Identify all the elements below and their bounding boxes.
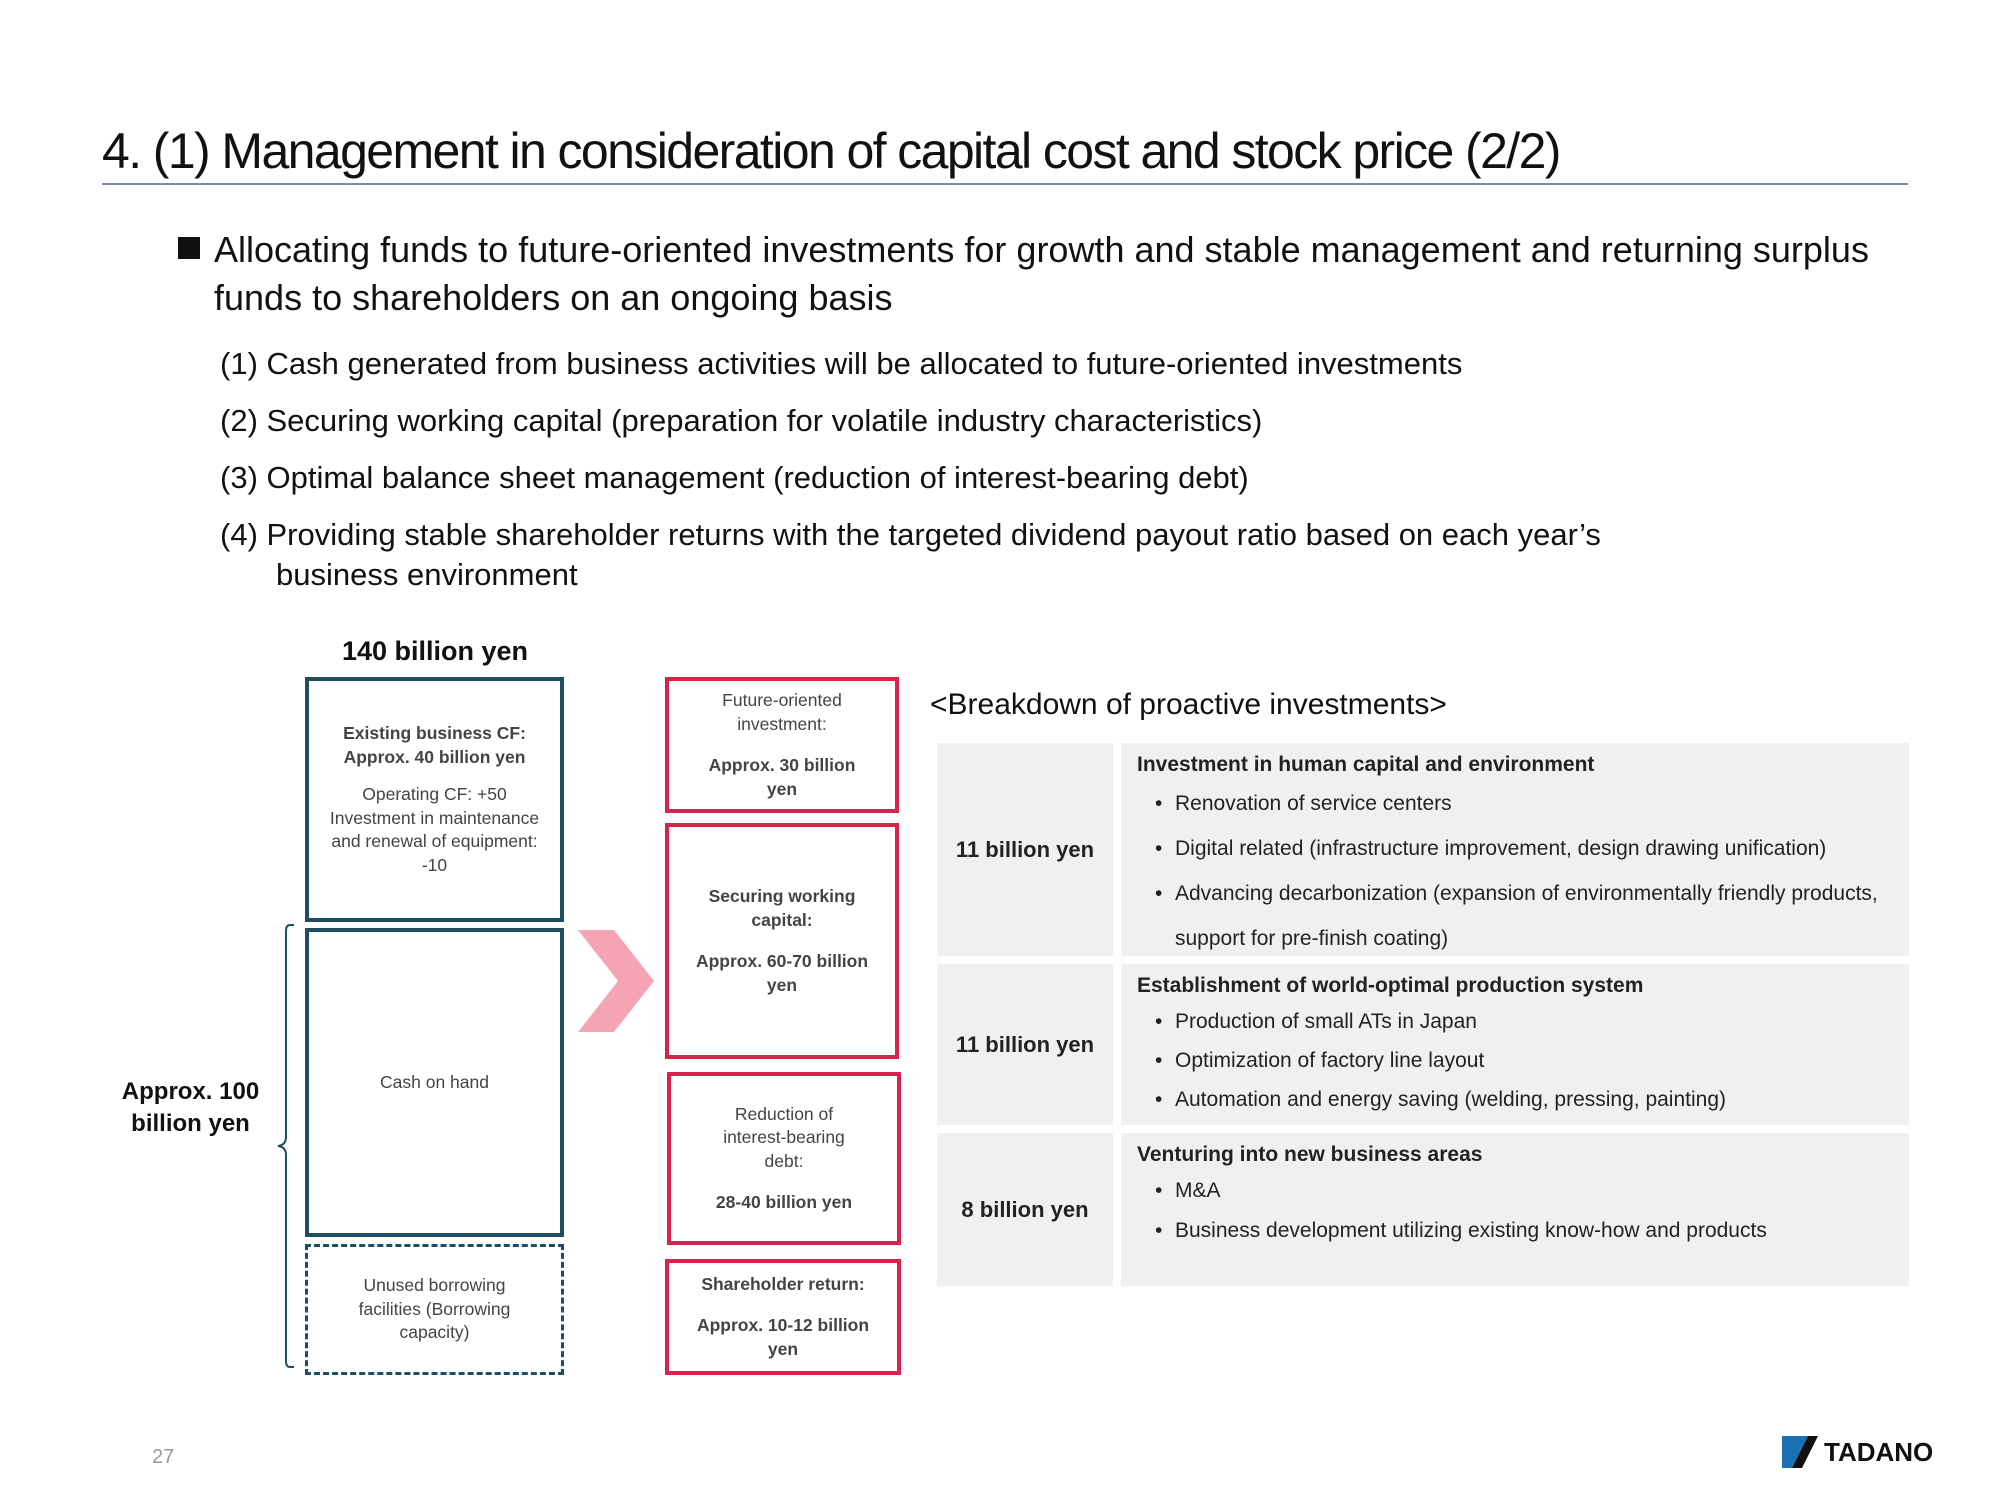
future-investment-amount: Approx. 30 billion yen [708,755,856,799]
list-item: • Business development utilizing existing know-how and products [1175,1211,1893,1251]
breakdown-heading-1: Investment in human capital and environment [1137,753,1595,776]
debt-reduction-box [667,1072,901,1245]
unused-borrowing-label: Unused borrowing facilities (Borrowing capacity) [358,1275,511,1343]
list-item: • Automation and energy saving (welding, pressing, painting) [1175,1080,1893,1119]
brace-bracket-icon [272,923,296,1369]
debt-reduction-amount: 28-40 billion yen [715,1192,853,1212]
list-item: • Advancing decarbonization (expansion of environmentally friendly products, support for pre-finish coating) [1175,871,1893,961]
breakdown-detail-2 [1121,964,1909,1125]
working-capital-amount: Approx. 60-70 billion yen [695,951,869,995]
breakdown-list-2 [1137,1002,1893,1119]
working-capital-title: Securing working capital: [708,886,856,930]
point-3: (3) Optimal balance sheet management (reduction of interest-bearing debt) [220,460,1249,495]
square-bullet-icon [178,237,200,259]
breakdown-detail-1 [1121,743,1909,956]
breakdown-heading-2: Establishment of world-optimal production system [1137,974,1644,997]
shareholder-return-box [665,1259,901,1375]
breakdown-title: <Breakdown of proactive investments> [930,688,1447,721]
cash-on-hand-box [305,928,564,1237]
list-item: • Optimization of factory line layout [1175,1041,1893,1080]
list-item: • Production of small ATs in Japan [1175,1002,1893,1041]
existing-business-cf-box [305,677,564,922]
existing-business-cf-title: Existing business CF: Approx. 40 billion yen [343,723,526,767]
point-2: (2) Securing working capital (preparation for volatile industry characteristics) [220,403,1263,438]
breakdown-amount-3: 8 billion yen [937,1133,1113,1286]
future-investment-box [665,677,899,813]
chevron-right-icon [578,930,654,1032]
working-capital-box [665,823,899,1059]
point-4: (4) Providing stable shareholder returns with the targeted dividend payout ratio based on each year’s [220,517,1601,552]
breakdown-detail-3 [1121,1133,1909,1286]
page-number: 27 [152,1446,175,1468]
unused-borrowing-box [305,1244,564,1375]
point-1: (1) Cash generated from business activities will be allocated to future-oriented investments [220,346,1463,381]
shareholder-return-amount: Approx. 10-12 billion yen [696,1315,870,1359]
logo-wordmark: TADANO [1824,1437,1934,1467]
shareholder-return-title: Shareholder return: [701,1273,865,1294]
approx-100-billion-label: Approx. 100 billion yen [121,1078,260,1137]
breakdown-list-3 [1137,1171,1893,1251]
list-item: • M&A [1175,1171,1893,1211]
list-item: • Digital related (infrastructure improvement, design drawing unification) [1175,826,1893,871]
total-funds-label: 140 billion yen [341,636,529,666]
page-title: 4. (1) Management in consideration of capital cost and stock price (2/2) [102,123,1560,179]
point-4-continued: business environment [276,557,578,592]
list-item: • Renovation of service centers [1175,781,1893,826]
tadano-logo [1778,1428,1978,1472]
debt-reduction-title: Reduction of interest-bearing debt: [723,1103,845,1171]
breakdown-amount-2: 11 billion yen [937,964,1113,1125]
title-divider [102,183,1908,185]
breakdown-amount-1: 11 billion yen [937,743,1113,956]
future-investment-title: Future-oriented investment: [722,690,842,734]
breakdown-heading-3: Venturing into new business areas [1137,1143,1483,1166]
cash-on-hand-label: Cash on hand [380,1071,489,1092]
existing-business-cf-detail: Operating CF: +50 Investment in maintenance and renewal of equipment: -10 [329,784,540,875]
lead-statement: Allocating funds to future-oriented investments for growth and stable management and returning surplus funds to shareholders on an ongoing basis [214,229,1869,318]
breakdown-list-1 [1137,781,1893,961]
